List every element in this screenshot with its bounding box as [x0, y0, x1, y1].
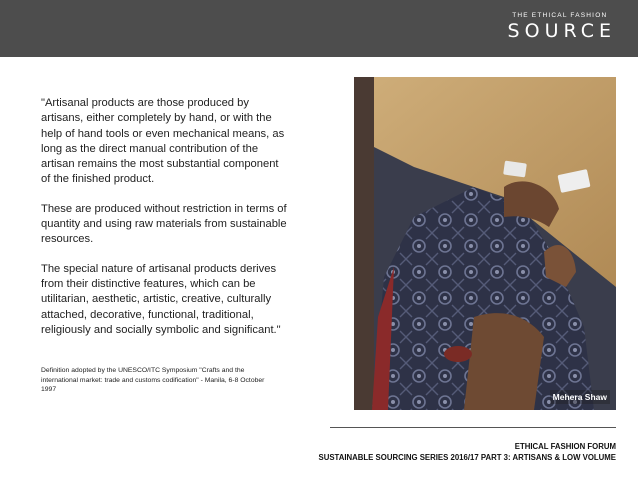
- artisan-sewing-illustration: [354, 77, 616, 410]
- citation-text: Definition adopted by the UNESCO/ITC Symposium "Crafts and the international market: trade and customs codification" - Manila, 6-8 October 1997: [41, 367, 265, 393]
- footer-divider: [330, 427, 616, 428]
- brand-logo: [504, 12, 616, 42]
- logo-tagline: THE ETHICAL FASHION: [512, 12, 608, 19]
- header-bar: [0, 0, 638, 57]
- quote-paragraph-1: "Artisanal products are those produced by artisans, either completely by hand, or with the help of hand tools or even mechanical means, as long as the direct manual contribution of the artisan remains the most substantial component of the finished product.: [41, 97, 285, 186]
- footer: [319, 441, 616, 463]
- artisan-photo: [354, 77, 616, 410]
- footer-series-title: SUSTAINABLE SOURCING SERIES 2016/17 PART 3: ARTISANS & LOW VOLUME: [318, 453, 616, 462]
- logo-wordmark: SOURCE: [507, 20, 616, 42]
- quote-paragraph-2: These are produced without restriction in terms of quantity and using raw materials from sustainable resources.: [41, 202, 287, 246]
- footer-org-name: ETHICAL FASHION FORUM: [514, 442, 616, 451]
- photo-credit: Mehera Shaw: [550, 390, 610, 404]
- quote-block: [41, 96, 289, 352]
- quote-paragraph-3: The special nature of artisanal products derives from their distinctive features, which can be utilitarian, aesthetic, artistic, creative, culturally attached, decorative, functional, traditional, religiously and socially symbolic and significant.": [41, 262, 281, 336]
